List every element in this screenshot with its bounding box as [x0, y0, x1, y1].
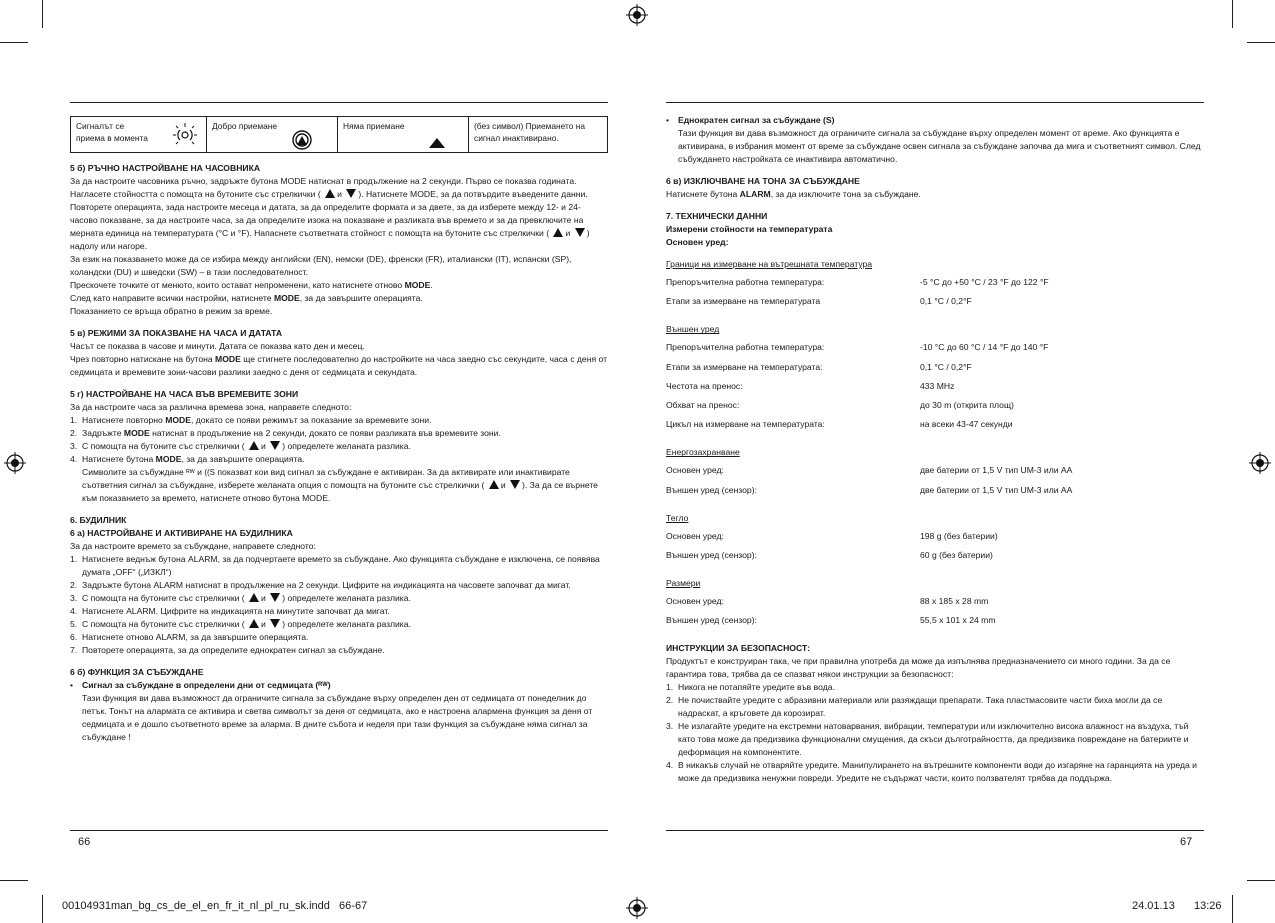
arrow-down-icon	[270, 441, 280, 450]
list-item: 1. Натиснете повторно MODE, докато се появи режимът за показание за времевите зони.	[70, 415, 432, 425]
section-7-sub1: Измерени стойности на температурата	[666, 224, 833, 234]
crop-mark	[1232, 0, 1233, 28]
signal-cell-inactive: (без символ) Приемането на сигнал инактивирано.	[469, 117, 608, 153]
section-5b-language: За език на показването може да се избира между английски (EN), немски (DE), френски (FR), италиански (IT), испански (SP), холандски (DU) и шведски (SW) – в тази последователност.	[70, 254, 572, 277]
spec-row: Препоръчителна работна температура: -10 °C до 60 °C / 14 °F до 140 °F	[666, 342, 1049, 353]
crop-mark	[1247, 42, 1275, 43]
footer-time: 13:26	[1194, 900, 1222, 912]
spec-row: Външен уред (сензор): 60 g (без батерии)	[666, 549, 993, 560]
section-6v-text: Натиснете бутона ALARM, за да изключите тона за събуждане.	[666, 189, 921, 199]
section-7-title: 7. ТЕХНИЧЕСКИ ДАННИ	[666, 211, 768, 221]
list-item: 2. Задръжте MODE натиснат в продължение на 2 секунди, докато се появи разликата във времевите зони.	[70, 428, 501, 438]
safety-title: ИНСТРУКЦИИ ЗА БЕЗОПАСНОСТ:	[666, 643, 810, 654]
crop-mark	[42, 895, 43, 923]
spec-row: Препоръчителна работна температура: -5 °C до +50 °C / 23 °F до 122 °F	[666, 277, 1049, 287]
signal-cell-none: Няма приемане	[338, 117, 469, 153]
single-alarm-symbol-icon: S	[825, 115, 832, 125]
arrow-down-icon	[575, 228, 585, 237]
list-item: 7. Повторете операцията, за да определите еднократен сигнал за събуждане.	[70, 645, 385, 655]
single-alarm-symbol-icon: ((S	[204, 468, 216, 477]
weekday-alarm-symbol-icon: ᴿᵂ	[186, 468, 195, 477]
safety-intro: Продуктът е конструиран така, че при правилна употреба да може да изпълнява предназначението си много години. За да се гарантира това, трябва да се спазват някои инструкции за безопасност:	[666, 656, 1171, 680]
section-5v-title: 5 в) РЕЖИМИ ЗА ПОКАЗВАНЕ НА ЧАСА И ДАТАТА	[70, 328, 283, 338]
spec-row: Основен уред: две батерии от 1,5 V тип UM-3 или AA	[666, 465, 1073, 476]
spec-row: Основен уред: 88 x 185 x 28 mm	[666, 596, 989, 607]
crop-mark	[0, 42, 28, 43]
arrow-up-icon	[325, 189, 335, 198]
page-number-right: 67	[1180, 836, 1193, 848]
section-6b-title: 6 б) ФУНКЦИЯ ЗА СЪБУЖДАНЕ	[70, 667, 204, 677]
bullet-item: • Еднократен сигнал за събуждане (S) Тази функция ви дава възможност да ограничите сигнала за събуждане върху определен момент от време. Ако функцията е активирана, в избрания момент от време за събуждане освен сигнала за събуждане започва да мига и съответният символ. След събуждането настройката се инактивира автоматично.	[666, 115, 1201, 164]
signal-cell-receiving: Сигналът се приема в момента	[71, 117, 207, 153]
list-item: 3. С помощта на бутоните със стрелкички ( и ) определете желаната разлика.	[70, 593, 411, 603]
registration-mark-icon	[1249, 452, 1271, 474]
spec-row: Външен уред (сензор): 55,5 x 101 x 24 mm	[666, 615, 996, 626]
arrow-up-icon	[249, 441, 259, 450]
footer-date: 24.01.13	[1132, 900, 1175, 912]
right-top-rule	[666, 102, 1204, 103]
spec-group-title: Граници на измерване на вътрешната температура	[666, 259, 873, 269]
section-7-sub2: Основен уред:	[666, 237, 729, 247]
right-bottom-rule	[666, 830, 1204, 831]
section-5v-p2: Чрез повторно натискане на бутона MODE ще стигнете последователно до настройките на часа заедно със секундите, часа с деня от седмицата и времевите зони-часови разлики заедно с деня от седмицата и секундата.	[70, 354, 608, 377]
good-reception-icon	[292, 130, 312, 150]
footer-filename: 00104931man_bg_cs_de_el_en_fr_it_nl_pl_ru_sk.indd 66-67	[62, 900, 368, 912]
registration-mark-icon	[626, 897, 648, 919]
bullet-item: • Сигнал за събуждане в определени дни от седмицата (ᴿᵂ) Тази функция ви дава възможност да ограничите сигнала за събуждане върху определен ден от седмицата от понеделник до петък. Тонът на алармата се активира и светва символът за деня от седмицата, ако е настроена алармена функция за деня от седмицата и е дошло съответното време за аларма. В дните събота и неделя при тази функция за събуждане няма сигнал за събуждане !	[70, 680, 593, 742]
registration-mark-icon	[626, 4, 648, 26]
section-5b-skip: Прескочете точките от менюто, които остават непроменени, като натиснете отново MODE.	[70, 280, 433, 290]
left-bottom-rule	[70, 830, 608, 831]
list-item: 4. Натиснете бутона MODE, за да завършите операцията. Символите за събуждане ᴿᵂ и ((S показват кои вид сигнал за събуждане е активиран. За да активирате или инактивирате съответния сигнал за събуждане, изберете желаната опция с помощта на бутоните със стрелкички ( и ). За да се върнете към показанието за времето, натиснете отново бутона MODE.	[70, 454, 598, 503]
crop-mark	[42, 0, 43, 28]
section-5v-p1: Часът се показва в часове и минути. Датата се показва като ден и месец.	[70, 341, 365, 351]
list-item: 1. Никога не потапяйте уредите във вода.	[666, 682, 835, 693]
list-item: 2. Не почиствайте уредите с абразивни материали или разяждащи препарати. Така пластмасовите части биха могли да се надраскат, а кръговете да корозират.	[666, 695, 1163, 719]
arrow-down-icon	[510, 480, 520, 489]
section-5g-title: 5 г) НАСТРОЙВАНЕ НА ЧАСА ВЪВ ВРЕМЕВИТЕ ЗОНИ	[70, 389, 299, 399]
signal-table	[70, 116, 608, 153]
arrow-up-icon	[553, 228, 563, 237]
section-5b-title: 5 б) РЪЧНО НАСТРОЙВАНЕ НА ЧАСОВНИКА	[70, 163, 261, 173]
spec-row: Основен уред: 198 g (без батерии)	[666, 530, 998, 541]
list-item: 5. С помощта на бутоните със стрелкички ( и ) определете желаната разлика.	[70, 619, 411, 629]
left-top-rule	[70, 102, 608, 103]
registration-mark-icon	[4, 452, 26, 474]
section-5b-paragraph: За да настроите часовника ръчно, задръжте бутона MODE натиснат в продължение на 2 секунди. Първо се показва годината. Нагласете стойността с помощта на бутоните със стрелкички ( и ). Натиснете MODE, за да потвърдите въведените данни. Повторете операцията, зада настроите месеца и датата, за да определите формата и за двете, за да изберете между 12- и 24-часово показване, за да настроите часа, за да определите изока на показване и разликата във времето и за да превключите на мерната единица на температурата (°C и °F). Напаснете съответната стойност с помощта на бутоните със стрелкички ( и ) надолу или нагоре.	[70, 176, 590, 251]
signal-cell-good: Добро приемане	[207, 117, 338, 153]
spec-row: Етапи за измерване на температурата: 0,1 °C / 0,2°F	[666, 361, 972, 372]
list-item: 6. Натиснете отново ALARM, за да завършите операцията.	[70, 632, 309, 642]
list-item: 4. Натиснете ALARM. Цифрите на индикацията на минутите започват да мигат.	[70, 606, 390, 616]
list-item: 3. Не излагайте уредите на екстремни натоварвания, вибрации, температури или изключително висока влажност на въздуха, тъй като това може да предизвика функционални смущения, да скъси дълготрайността, да предизвика повреждане на батериите и деформация на компонентите.	[666, 721, 1189, 758]
no-reception-icon	[428, 137, 446, 149]
list-item: 3. С помощта на бутоните със стрелкички ( и ) определете желаната разлика.	[70, 441, 411, 451]
list-item: 1. Натиснете веднъж бутона ALARM, за да подчертаете времето за събуждане. Ако функцията събуждане е изключена, се появява думата „OFF“ („ИЗКЛ“)	[70, 554, 600, 577]
arrow-up-icon	[249, 593, 259, 602]
spec-group-title: Тегло	[666, 512, 689, 523]
spec-row: Честота на пренос: 433 MHz	[666, 380, 955, 391]
list-item: 4. В никакъв случай не отваряйте уредите. Манипулирането на вътрешните компоненти води до изгаряне на гаранцията на уреда и може да предизвика ненужни повреди. Уредите не съдържат части, които ползвателят трябва да поддържа.	[666, 760, 1197, 784]
arrow-down-icon	[270, 593, 280, 602]
arrow-down-icon	[346, 189, 356, 198]
section-6-title: 6. БУДИЛНИК	[70, 515, 127, 525]
weekday-alarm-symbol-icon: ᴿᵂ	[318, 680, 328, 690]
crop-mark	[0, 880, 28, 881]
crop-mark	[1247, 880, 1275, 881]
section-5b-return: Показанието се връща обратно в режим за време.	[70, 306, 273, 316]
left-column	[70, 162, 608, 744]
spec-group-title: Размери	[666, 578, 701, 589]
spec-row: Цикъл на измерване на температурата: на всеки 43-47 секунди	[666, 419, 1013, 430]
spec-row: Външен уред (сензор): две батерии от 1,5 V тип UM-3 или AA	[666, 484, 1073, 495]
page-number-left: 66	[78, 836, 91, 848]
spec-row: Обхват на пренос: до 30 m (открита площ)	[666, 399, 1014, 410]
arrow-up-icon	[489, 480, 499, 489]
spec-row: Етапи за измерване на температурата 0,1 °C / 0,2°F	[666, 296, 972, 307]
arrow-up-icon	[249, 619, 259, 628]
radio-waves-active-icon	[172, 122, 198, 148]
list-item: 2. Задръжте бутона ALARM натиснат в продължение на 2 секунди. Цифрите на индикацията на часовете започват да мигат.	[70, 580, 571, 590]
section-5b-finish: След като направите всички настройки, натиснете MODE, за да завършите операцията.	[70, 293, 423, 303]
crop-mark	[1232, 895, 1233, 923]
section-6a-title: 6 а) НАСТРОЙВАНЕ И АКТИВИРАНЕ НА БУДИЛНИКА	[70, 528, 293, 538]
section-5g-intro: За да настроите часа за различна времева зона, направете следното:	[70, 402, 352, 412]
arrow-down-icon	[270, 619, 280, 628]
spec-group-title: Външен уред	[666, 324, 720, 335]
section-6a-intro: За да настроите времето за събуждане, направете следното:	[70, 541, 316, 551]
right-column	[666, 114, 1204, 785]
section-6v-title: 6 в) ИЗКЛЮЧВАНЕ НА ТОНА ЗА СЪБУЖДАНЕ	[666, 176, 860, 186]
spec-group-title: Енергозахранване	[666, 447, 740, 458]
